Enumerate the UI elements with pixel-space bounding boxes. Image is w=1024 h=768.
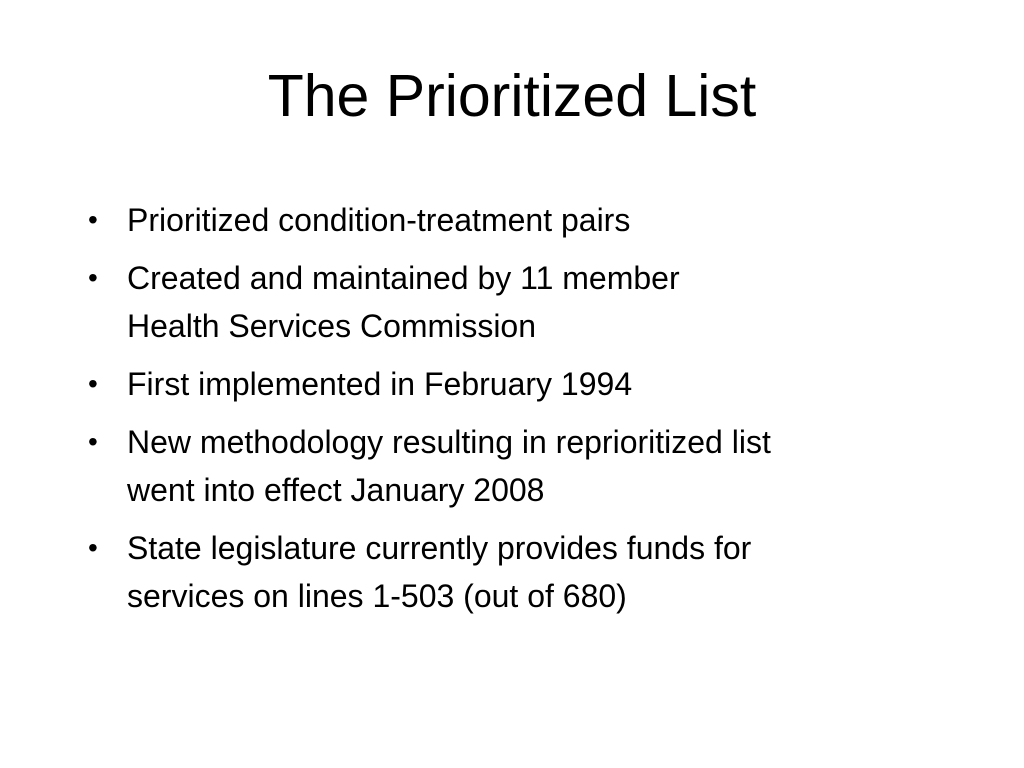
bullet-dot: • [88, 368, 98, 399]
bullet-line: went into effect January 2008 [127, 472, 545, 508]
bullet-item [88, 196, 948, 244]
bullet-line: State legislature currently provides funds for [127, 530, 752, 566]
bullet-dot: • [88, 262, 98, 293]
bullet-list [88, 196, 948, 630]
bullet-item [88, 360, 948, 408]
bullet-line: New methodology resulting in reprioritized list [127, 424, 771, 460]
bullet-line: Created and maintained by 11 member [127, 260, 680, 296]
bullet-line: First implemented in February 1994 [127, 366, 633, 402]
slide-title: The Prioritized List [267, 63, 757, 129]
bullet-item [88, 254, 948, 350]
bullet-dot: • [88, 204, 98, 235]
bullet-dot: • [88, 426, 98, 457]
bullet-item [88, 418, 948, 514]
bullet-line: services on lines 1-503 (out of 680) [127, 578, 627, 614]
bullet-line: Health Services Commission [127, 308, 537, 344]
bullet-item [88, 524, 948, 620]
bullet-dot: • [88, 532, 98, 563]
bullet-line: Prioritized condition-treatment pairs [127, 202, 631, 238]
